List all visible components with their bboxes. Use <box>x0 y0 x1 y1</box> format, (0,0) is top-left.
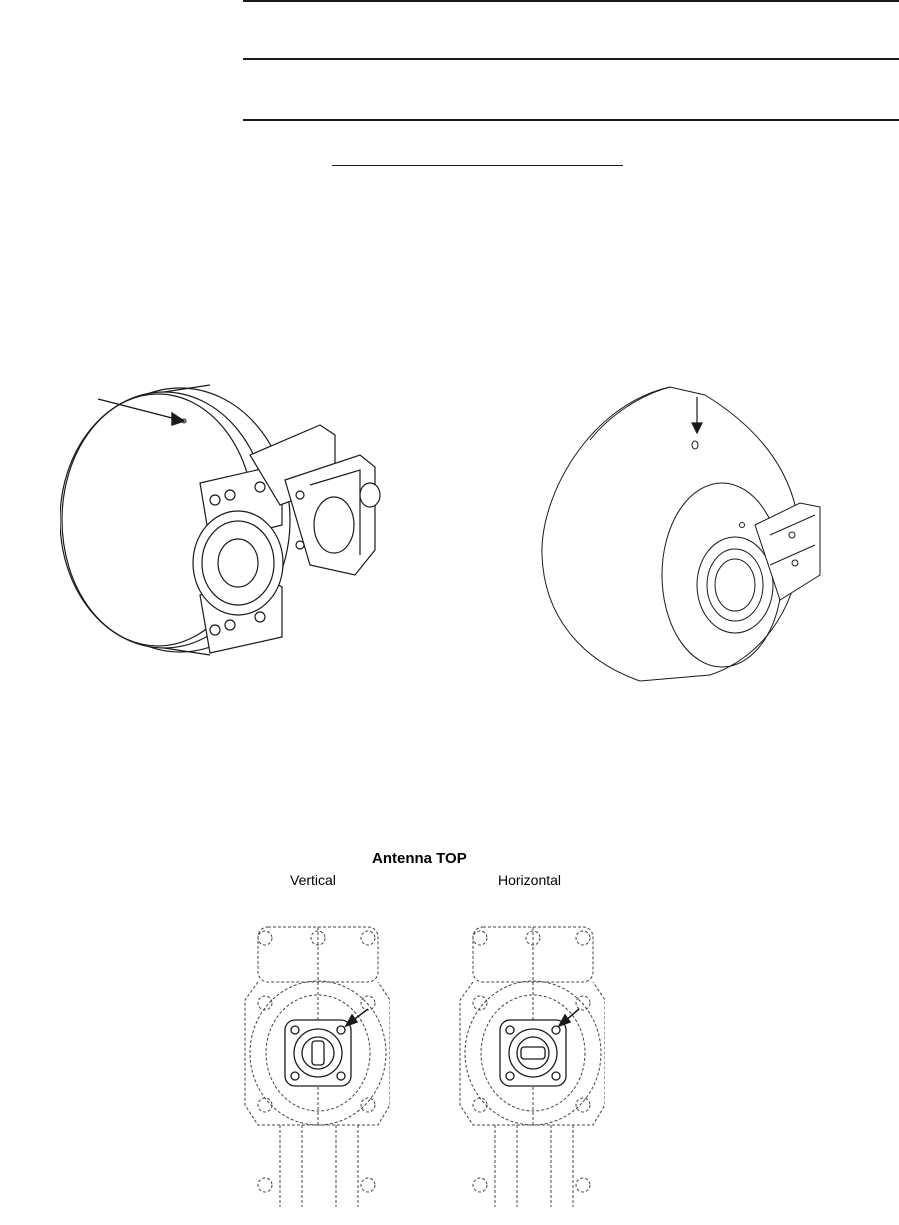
vertical-view-label: Vertical <box>290 872 336 888</box>
vertical-polarization-view <box>240 925 390 1210</box>
heading-underline <box>332 165 623 166</box>
header-rule-middle <box>243 58 899 60</box>
antenna-illustration-rear-view <box>530 385 830 690</box>
antenna-top-title: Antenna TOP <box>372 850 467 867</box>
header-rule-bottom <box>243 119 899 121</box>
antenna-illustration-front-mount <box>60 375 405 665</box>
header-rule-top <box>243 0 899 2</box>
horizontal-view-label: Horizontal <box>498 872 562 888</box>
horizontal-polarization-view <box>455 925 605 1210</box>
